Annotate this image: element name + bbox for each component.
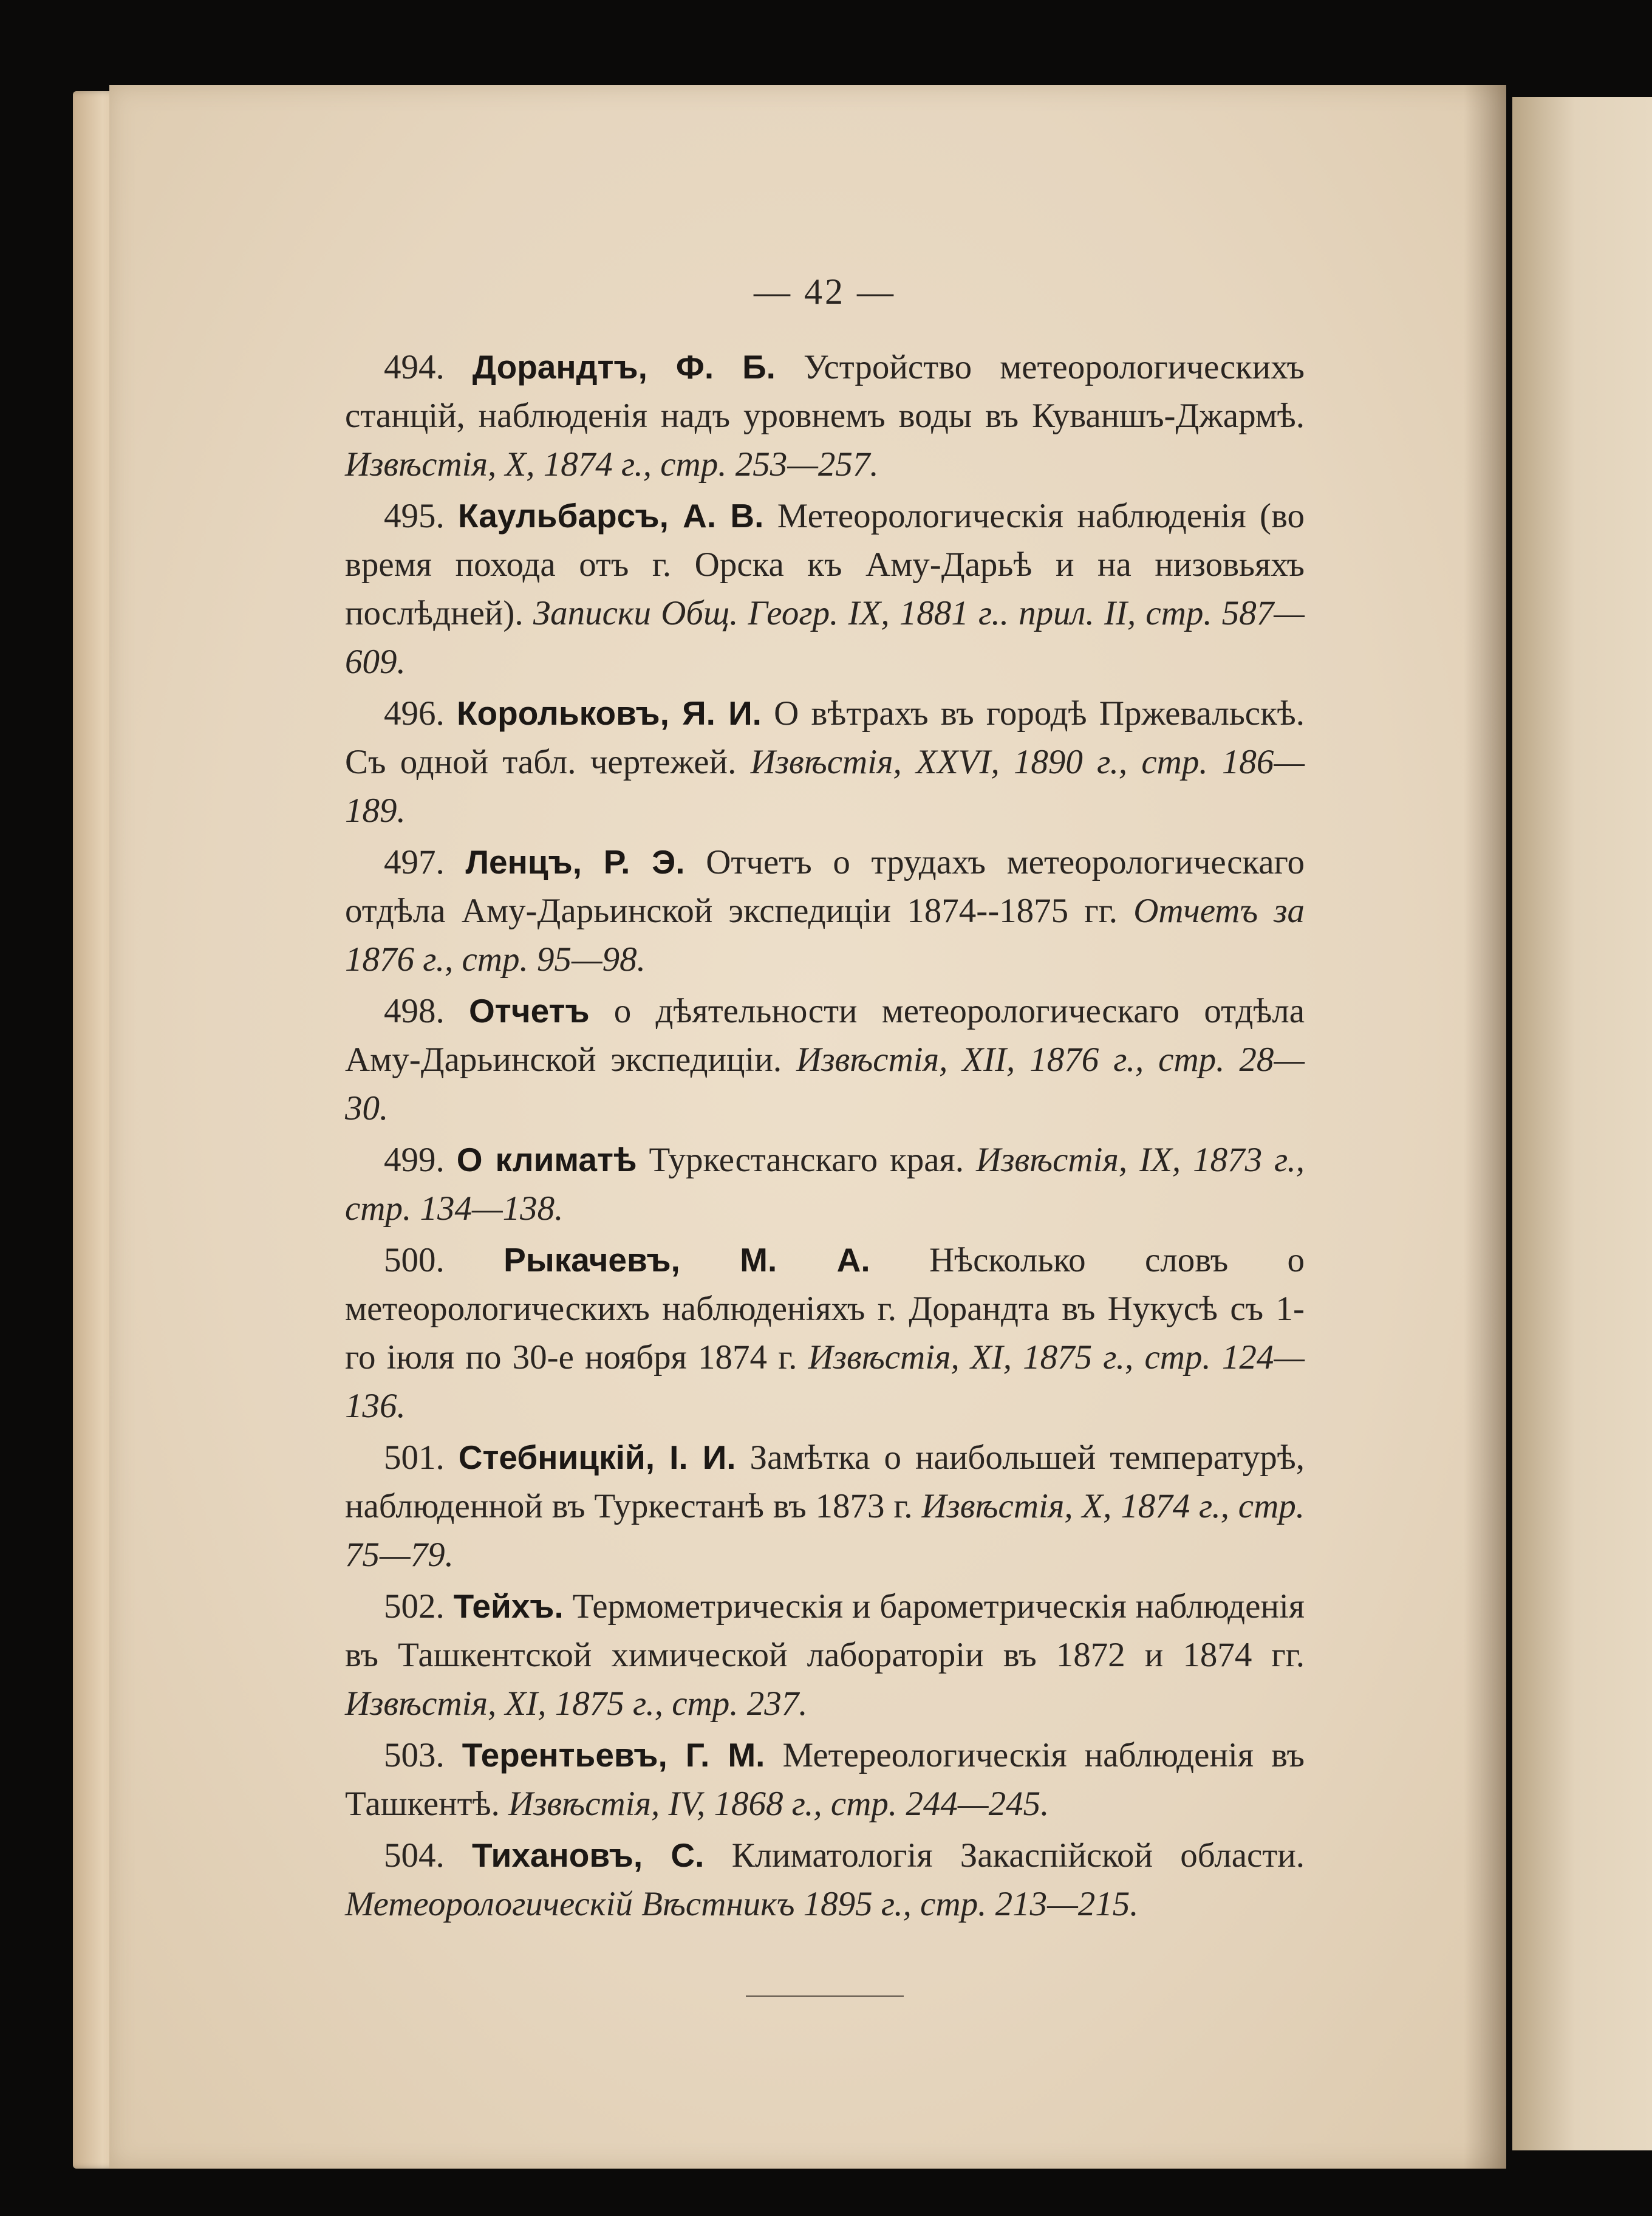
entry-citation: Извѣстія, XXVI, 1890 г., стр. 186—189. bbox=[345, 743, 1305, 830]
entry-number: 494. bbox=[384, 348, 445, 386]
entry-title: О вѣтрахъ въ городѣ Пржевальскѣ. Съ одной табл. чертежей. bbox=[345, 694, 1305, 781]
entry-citation: Извѣстія, IV, 1868 г., стр. 244—245. bbox=[508, 1785, 1050, 1823]
entry-author: Терентьевъ, Г. М. bbox=[462, 1736, 765, 1774]
entry-number: 497. bbox=[384, 843, 445, 881]
entry-author: Корольковъ, Я. И. bbox=[456, 694, 762, 732]
entry-title: Нѣсколько словъ о метеорологическихъ наблюденіяхъ г. Дорандта въ Нукусѣ съ 1-го іюля по 30-е ноября 1874 г. bbox=[345, 1241, 1305, 1376]
entry-number: 500. bbox=[384, 1241, 445, 1279]
facing-page-edge bbox=[1512, 97, 1652, 2150]
entry-citation: Извѣстія, X, 1874 г., стр. 253—257. bbox=[345, 445, 879, 484]
spine-shadow bbox=[1464, 85, 1506, 2169]
entry-title: Устройство метеорологическихъ станцій, наблюденія надъ уровнемъ воды въ Куваншъ-Джармѣ. bbox=[345, 348, 1305, 435]
entry-author: Рыкачевъ, М. А. bbox=[503, 1241, 870, 1279]
bibliography-entry-495 bbox=[345, 491, 1305, 686]
bibliography-entry-502 bbox=[345, 1582, 1305, 1728]
entry-number: 496. bbox=[384, 694, 445, 733]
entry-number: 504. bbox=[384, 1836, 445, 1875]
entry-citation: Извѣстія, XI, 1875 г., стр. 124—136. bbox=[345, 1338, 1305, 1425]
entry-citation: Извѣстія, IX, 1873 г., стр. 134—138. bbox=[345, 1141, 1305, 1228]
entry-title: о дѣятельности метеорологическаго отдѣла Аму-Дарьинской экспедиціи. bbox=[345, 992, 1305, 1079]
bibliography-entry-501 bbox=[345, 1433, 1305, 1579]
entry-number: 498. bbox=[384, 992, 445, 1030]
entry-author: Тейхъ. bbox=[453, 1587, 564, 1625]
bibliography-entry-497 bbox=[345, 838, 1305, 984]
entry-citation: Отчетъ за 1876 г., стр. 95—98. bbox=[345, 892, 1305, 979]
entry-title: Метереологическія наблюденія въ Ташкентѣ. bbox=[345, 1736, 1305, 1823]
entry-author: Ленцъ, Р. Э. bbox=[465, 843, 685, 881]
entry-citation: Записки Общ. Геогр. IX, 1881 г.. прил. II, стр. 587—609. bbox=[345, 594, 1305, 681]
entry-author: Тихановъ, С. bbox=[472, 1836, 705, 1874]
entry-title: Отчетъ о трудахъ метеорологическаго отдѣла Аму-Дарьинской экспедиціи 1874--1875 гг. bbox=[345, 843, 1305, 930]
entry-title: Климатологія Закаспійской области. bbox=[731, 1836, 1305, 1875]
entry-author: Дорандтъ, Ф. Б. bbox=[472, 348, 776, 386]
entry-title: Термометрическія и барометрическія наблюденія въ Ташкентской химической лабораторіи въ 1872 и 1874 гг. bbox=[345, 1587, 1305, 1674]
bibliography-entry-503 bbox=[345, 1731, 1305, 1828]
entry-author: Стебницкій, І. И. bbox=[458, 1438, 736, 1476]
entry-title: Замѣтка о наибольшей температурѣ, наблюденной въ Туркестанѣ въ 1873 г. bbox=[345, 1438, 1305, 1525]
end-divider-line bbox=[746, 1995, 904, 1997]
entry-number: 502. bbox=[384, 1587, 445, 1626]
entry-title: Метеорологическія наблюденія (во время похода отъ г. Орска къ Аму-Дарьѣ и на низовьяхъ послѣдней). bbox=[345, 497, 1305, 632]
entry-number: 499. bbox=[384, 1141, 445, 1179]
page-number: — 42 — bbox=[754, 272, 896, 312]
entry-citation: Извѣстія, XII, 1876 г., стр. 28—30. bbox=[345, 1041, 1305, 1127]
bibliography-entry-494 bbox=[345, 343, 1305, 489]
entry-number: 501. bbox=[384, 1438, 445, 1477]
bibliography-entry-499 bbox=[345, 1135, 1305, 1233]
entry-author: Отчетъ bbox=[469, 992, 590, 1030]
entry-citation: Извѣстія, XI, 1875 г., стр. 237. bbox=[345, 1684, 808, 1723]
bibliography-entry-504 bbox=[345, 1831, 1305, 1929]
entry-number: 495. bbox=[384, 497, 445, 535]
page-content bbox=[345, 267, 1305, 1997]
entry-citation: Извѣстія, X, 1874 г., стр. 75—79. bbox=[345, 1487, 1305, 1574]
bibliography-entry-498 bbox=[345, 987, 1305, 1133]
bibliography-entry-500 bbox=[345, 1236, 1305, 1431]
entry-citation: Метеорологическій Вѣстникъ 1895 г., стр. 213—215. bbox=[345, 1885, 1139, 1923]
bibliography-entry-496 bbox=[345, 689, 1305, 835]
entry-author: О климатѣ bbox=[456, 1141, 637, 1178]
entry-title: Туркестанскаго края. bbox=[649, 1141, 964, 1179]
entry-number: 503. bbox=[384, 1736, 445, 1774]
entry-author: Каульбарсъ, А. В. bbox=[458, 497, 764, 535]
bibliography-list bbox=[345, 343, 1305, 1929]
